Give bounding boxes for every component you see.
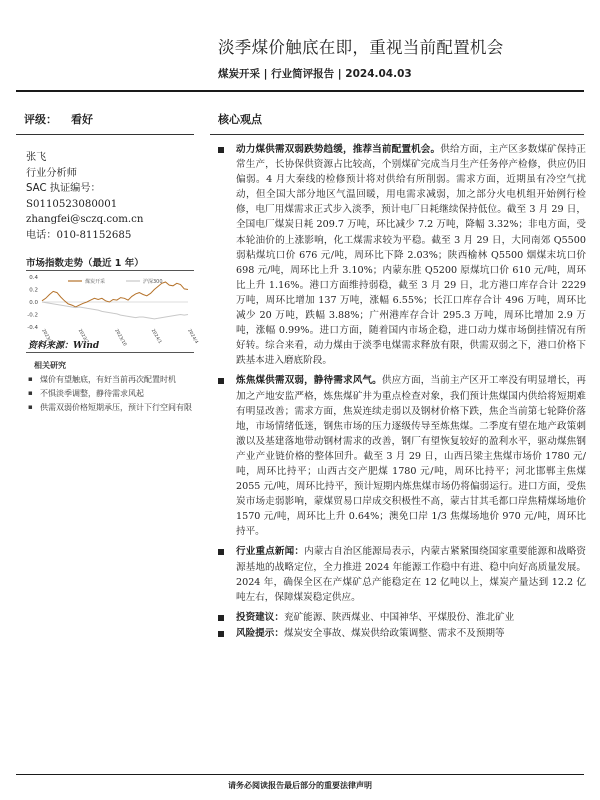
analyst-role: 行业分析师	[26, 167, 77, 179]
x-tick-label: 2023/4	[40, 328, 53, 345]
rating-label: 评级：	[24, 113, 57, 126]
series-line	[42, 282, 188, 307]
x-tick-label: 2023/7	[76, 328, 90, 345]
paragraph-investment	[214, 610, 586, 625]
analyst-sac-label: SAC 执证编号：	[26, 183, 101, 194]
paragraph-risk	[214, 626, 586, 641]
core-views-body	[214, 142, 586, 646]
footer-rule	[16, 774, 584, 775]
x-tick-label: 2023/10	[113, 328, 127, 348]
paragraph-text: 兖矿能源、陕西煤业、中国神华、平煤股份、淮北矿业	[283, 611, 515, 623]
legend-label: 沪深300	[143, 279, 163, 285]
analyst-phone: 电话：010-81152685	[26, 229, 132, 241]
related-item[interactable]: ▪ 不惧淡季调整，静待需求风起	[26, 388, 196, 399]
analyst-sac-number: S0110523080001	[26, 198, 118, 210]
analyst-email: zhangfei@sczq.com.cn	[26, 214, 144, 225]
header-rule	[16, 90, 584, 92]
paragraph-lead: 动力煤供需双弱跌势趋缓，推荐当前配置机会。	[236, 144, 441, 155]
legend-label: 煤炭开采	[85, 279, 106, 285]
y-tick-label: -0.2	[27, 312, 38, 319]
paragraph-lead: 炼焦煤供需双弱，静待需求风气。	[236, 375, 382, 387]
report-title: 淡季煤价触底在即，重视当前配置机会	[218, 38, 504, 57]
right-divider	[210, 134, 584, 135]
footer-disclaimer: 请务必阅读报告最后部分的重要法律声明	[228, 781, 372, 790]
related-heading: 相关研究	[34, 361, 66, 370]
paragraph-industry-news	[214, 544, 586, 604]
y-tick-label: 0.0	[29, 300, 38, 306]
chart-title: 市场指数走势（最近 1 年）	[26, 258, 144, 269]
core-views-heading: 核心观点	[218, 113, 262, 126]
paragraph-text: 煤炭安全事故、煤炭供给政策调整、需求不及预期等	[283, 627, 505, 639]
report-subtitle: 煤炭开采 | 行业简评报告 | 2024.04.03	[218, 68, 412, 80]
paragraph-lead: 投资建议：	[236, 611, 284, 623]
analyst-name: 张飞	[26, 152, 47, 163]
chart-top-rule	[26, 270, 194, 271]
rating	[24, 111, 93, 127]
paragraph-lead: 行业重点新闻：	[236, 546, 305, 558]
paragraph-text: 供应方面，当前主产区开工率没有明显增长，再加之产地安监严格，炼焦煤矿井为重点检查对象，我们预计焦煤国内供给将短期难有明显改善；需求方面，焦炭连续走弱以及钢材价格下跌，焦企当前第七轮降价落地，市场情绪低迷，钢焦市场的压力逐级传导至炼焦煤。二季度有望在地产政策刺激以及基建落地带动钢材需求的改善，钢厂有望恢复较好的盈利水平，驱动煤焦钢产业产业链价格的整体回升。截至 3 月 29 日，山西吕梁主焦煤市场价 1780 元/吨，周环比持平；山西古交产肥煤 1780 元/吨，周环比持平；河北邯郸主焦煤 2055 元/吨，周环比持平，预计短期内炼焦煤市场仍将偏弱运行。进口方面，受焦炭市场走弱影响，蒙煤贸易口岸成交积极性不高，蒙古甘其毛都口岸焦精煤场地价 1570 元/吨，周环比上升 0.64%；澳免口岸 1/3 焦煤场地价 970 元/吨，周环比持平。	[236, 375, 587, 538]
related-research	[26, 360, 196, 416]
y-tick-label: -0.4	[27, 325, 38, 331]
left-divider	[16, 134, 194, 135]
rating-value: 看好	[71, 113, 93, 126]
x-tick-label: 2024/4	[186, 328, 199, 345]
paragraph-coking-coal	[214, 373, 586, 539]
chart-bottom-rule	[26, 352, 194, 353]
x-tick-label: 2024/1	[149, 328, 163, 345]
related-item[interactable]: ▪ 供需双弱价格短期承压，预计下行空间有限	[26, 402, 196, 413]
paragraph-lead: 风险提示：	[236, 627, 284, 639]
chart-source: 资料来源：Wind	[28, 341, 100, 351]
paragraph-thermal-coal	[214, 142, 586, 368]
paragraph-text: 供给方面，主产区多数煤矿保持正常生产，长协保供资源占比较高，个别煤矿完成当月生产任务停产检修，供应仍旧偏弱。4 月大秦线的检修预计将对供给有所削弱。需求方面，近期虽有冷空气扰动，但全国大部分地区气温回暖，用电需求减弱，加之部分火电机组开始例行检修，电厂用煤需求正式步入淡季，预计电厂日耗继续保持低位。截至 3 月 29 日，全国电厂煤炭日耗 209.7 万吨，环比减少 7.2 万吨，降幅 3.32%；非电方面，受本轮油价的上涨影响，化工煤需求较为平稳。截至 3 月 29 日，大同南郊 Q5500 弱粘煤坑口价 676 元/吨，周环比下降 2.03%；陕西榆林 Q5500 烟煤末坑口价 698 元/吨，周环比上升 3.10%；内蒙东胜 Q5200 原煤坑口价 610 元/吨，周环比上升 1.16%。港口方面维持弱稳，截至 3 月 29 日，北方港口库存合计 2229 万吨，周环比增加 137 万吨，涨幅 6.55%；长江口库存合计 496 万吨，周环比减少 20 万吨，跌幅 3.88%；广州港库存合计 295.3 万吨，周环比增加 2.9 万吨，涨幅 0.99%。进口方面，随着国内市场企稳，进口动力煤市场倒挂情况有所好转。综合来看，动力煤由于淡季电煤需求释放有限，供需双弱之下，港口价格下跌基本进入磨底阶段。	[236, 144, 587, 367]
analyst-info	[26, 150, 143, 243]
y-tick-label: 0.4	[29, 275, 38, 281]
y-tick-label: 0.2	[29, 287, 38, 294]
related-item[interactable]: ▪ 煤价有望触底，有好当前再次配置时机	[26, 374, 196, 385]
series-line	[42, 302, 188, 319]
paragraph-text: 内蒙古自治区能源局表示，内蒙古紧紧围绕国家重要能源和战略资源基地的战略定位，全力推进 2024 年能源工作稳中有进、稳中向好高质量发展。2024 年，确保全区在产煤矿总产能稳定在 12 亿吨以上，煤炭产量达到 12.2 亿吨左右，保障煤炭稳定供应。	[236, 546, 587, 603]
